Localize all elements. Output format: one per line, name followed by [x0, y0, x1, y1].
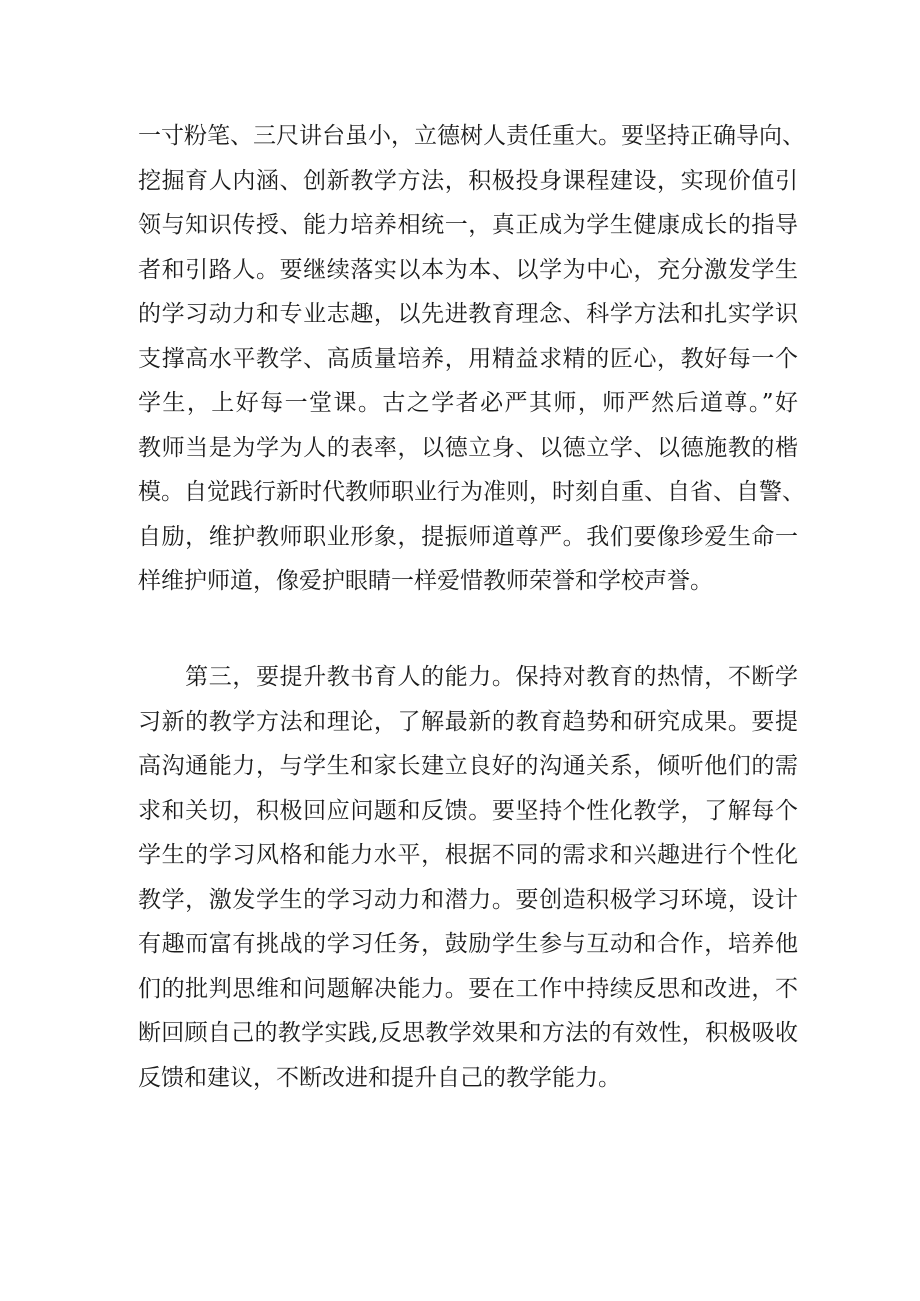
paragraph-line: 们的批判思维和问题解决能力。要在工作中持续反思和改进，不	[138, 975, 798, 1002]
paragraph-line: 挖掘育人内涵、创新教学方法，积极投身课程建设，实现价值引	[138, 167, 798, 194]
paragraph-line: 支撑高水平教学、高质量培养，用精益求精的匠心，教好每一个	[138, 345, 798, 372]
paragraph-line: 习新的教学方法和理论，了解最新的教育趋势和研究成果。要提	[138, 708, 798, 735]
paragraph-line: 模。自觉践行新时代教师职业行为准则，时刻自重、自省、自警、	[138, 479, 805, 505]
paragraph-line: 反馈和建议，不断改进和提升自己的教学能力。	[138, 1064, 621, 1091]
paragraph-line: 的学习动力和专业志趣，以先进教育理念、科学方法和扎实学识	[138, 301, 798, 327]
paragraph-line: 者和引路人。要继续落实以本为本、以学为中心，充分激发学生	[138, 256, 798, 283]
paragraph-line: 样维护师道，像爱护眼睛一样爱惜教师荣誉和学校声誉。	[138, 568, 713, 594]
paragraph-line: 领与知识传授、能力培养相统一，真正成为学生健康成长的指导	[138, 212, 798, 238]
paragraph-line: 学生的学习风格和能力水平，根据不同的需求和兴趣进行个性化	[138, 842, 798, 868]
paragraph-line: 教师当是为学为人的表率，以德立身、以德立学、以德施教的楷	[138, 434, 798, 461]
paragraph-line: 自励，维护教师职业形象，提振师道尊严。我们要像珍爱生命一	[138, 523, 798, 550]
paragraph-line: 学生，上好每一堂课。古之学者必严其师，师严然后道尊。”好	[138, 390, 798, 416]
paragraph-line: 高沟通能力，与学生和家长建立良好的沟通关系，倾听他们的需	[138, 753, 798, 779]
paragraph-line: 求和关切，积极回应问题和反馈。要坚持个性化教学，了解每个	[138, 797, 798, 824]
paragraph-teacher-ethics	[138, 114, 805, 604]
paragraph-line: 一寸粉笔、三尺讲台虽小，立德树人责任重大。要坚持正确导向、	[138, 123, 805, 149]
paragraph-line: 有趣而富有挑战的学习任务，鼓励学生参与互动和合作，培养他	[138, 931, 798, 957]
paragraph-line: 第三，要提升教书育人的能力。保持对教育的热情，不断学	[138, 664, 798, 690]
paragraph-line: 教学，激发学生的学习动力和潜力。要创造积极学习环境，设计	[138, 886, 798, 913]
paragraph-teaching-ability	[138, 655, 798, 1100]
paragraph-line: 断回顾自己的教学实践,反思教学效果和方法的有效性，积极吸收	[138, 1020, 798, 1046]
